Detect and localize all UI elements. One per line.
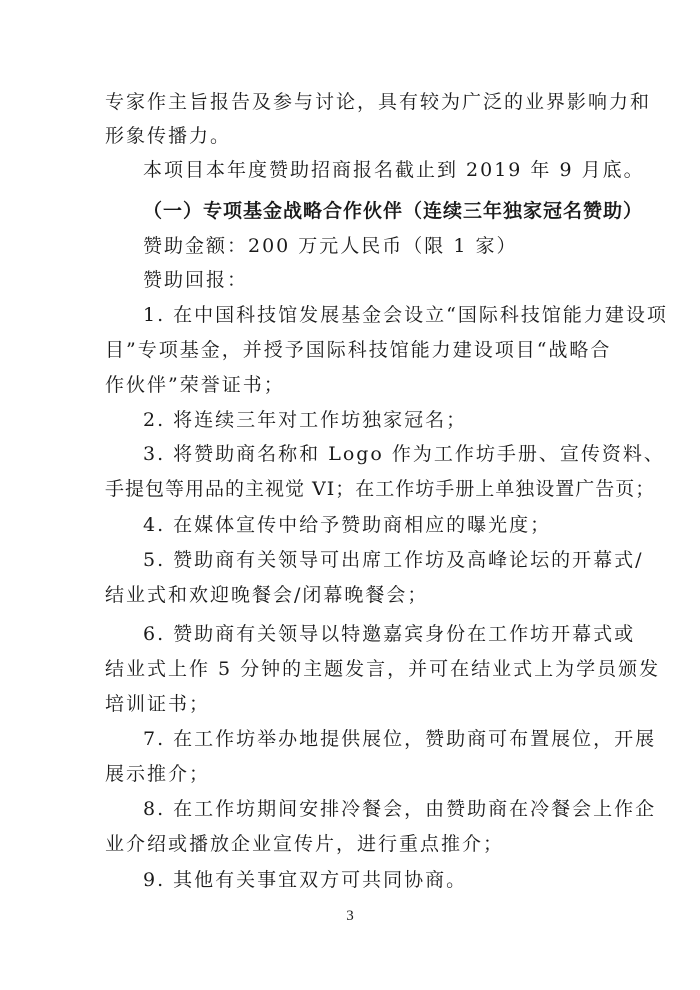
body-line-2: 形象传播力。 — [105, 125, 232, 147]
item-5-line-1: 5. 赞助商有关领导可出席工作坊及高峰论坛的开幕式/ — [143, 549, 644, 571]
deadline-line: 本项目本年度赞助招商报名截止到 2019 年 9 月底。 — [143, 159, 645, 181]
item-1-line-3: 作伙伴”荣誉证书； — [105, 374, 285, 396]
item-4: 4. 在媒体宣传中给予赞助商相应的曝光度； — [143, 514, 552, 536]
item-3-line-2: 手提包等用品的主视觉 VI；在工作坊手册上单独设置广告页； — [105, 478, 656, 500]
item-7-line-1: 7. 在工作坊举办地提供展位，赞助商可布置展位，开展 — [143, 728, 657, 750]
sponsorship-amount: 赞助金额：200 万元人民币（限 1 家） — [143, 235, 518, 257]
item-6-line-2: 结业式上作 5 分钟的主题发言，并可在结业式上为学员颁发 — [105, 658, 661, 680]
item-8-line-1: 8. 在工作坊期间安排冷餐会，由赞助商在冷餐会上作企 — [143, 798, 657, 820]
body-line-1: 专家作主旨报告及参与讨论，具有较为广泛的业界影响力和 — [105, 91, 652, 113]
item-5-line-2: 结业式和欢迎晚餐会/闭幕晚餐会； — [105, 584, 429, 606]
item-2: 2. 将连续三年对工作坊独家冠名； — [143, 409, 468, 431]
page-number: 3 — [346, 908, 354, 924]
item-3-line-1: 3. 将赞助商名称和 Logo 作为工作坊手册、宣传资料、 — [143, 443, 665, 465]
item-7-line-2: 展示推介； — [105, 763, 211, 785]
section-heading: （一）专项基金战略合作伙伴（连续三年独家冠名赞助） — [143, 200, 644, 222]
item-1-line-2: 目”专项基金，并授予国际科技馆能力建设项目“战略合 — [105, 339, 612, 361]
sponsorship-return-label: 赞助回报： — [143, 269, 249, 291]
item-9: 9. 其他有关事宜双方可共同协商。 — [143, 869, 468, 891]
item-1-line-1: 1. 在中国科技馆发展基金会设立“国际科技馆能力建设项 — [143, 304, 668, 326]
item-6-line-3: 培训证书； — [105, 693, 211, 715]
item-8-line-2: 业介绍或播放企业宣传片，进行重点推介； — [105, 833, 505, 855]
item-6-line-1: 6. 赞助商有关领导以特邀嘉宾身份在工作坊开幕式或 — [143, 623, 636, 645]
